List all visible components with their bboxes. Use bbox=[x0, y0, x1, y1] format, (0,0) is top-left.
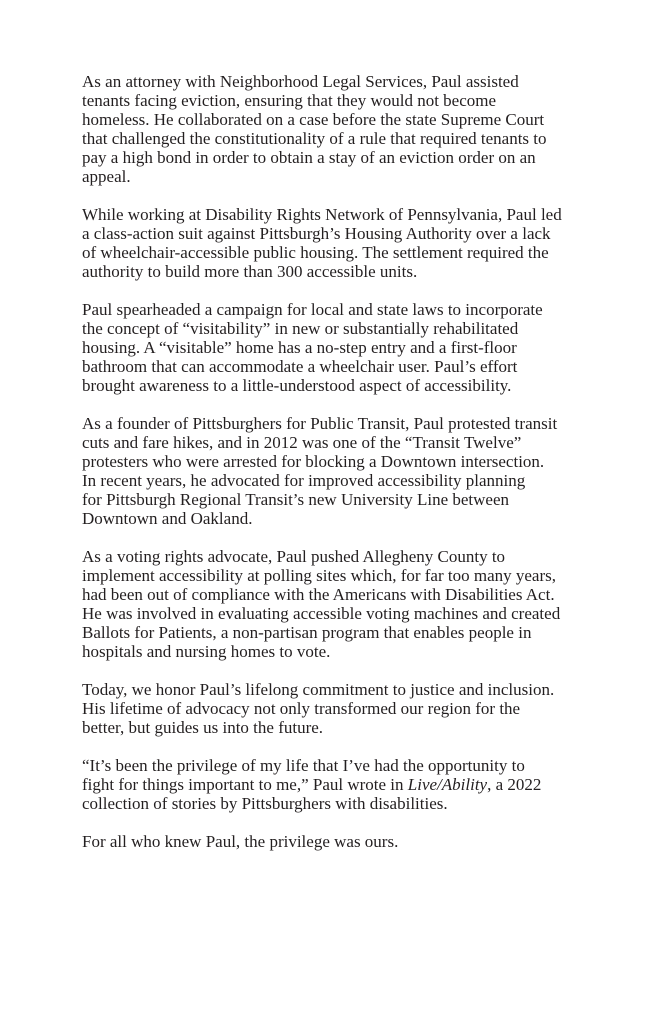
text-line bbox=[82, 775, 602, 794]
paragraph-voting-rights bbox=[82, 547, 602, 661]
text-line: Paul spearheaded a campaign for local and state laws to incorporate bbox=[82, 300, 543, 319]
text-line: He was involved in evaluating accessible voting machines and created bbox=[82, 604, 561, 623]
text-line: brought awareness to a little-understood aspect of accessibility. bbox=[82, 376, 512, 395]
text-line: In recent years, he advocated for improved accessibility planning bbox=[82, 471, 526, 490]
document-page bbox=[82, 72, 602, 870]
text-line: Downtown and Oakland. bbox=[82, 509, 253, 528]
text-line: of wheelchair-accessible public housing. The settlement required the bbox=[82, 243, 549, 262]
paragraph-public-transit bbox=[82, 414, 602, 528]
text-line: appeal. bbox=[82, 167, 131, 186]
text-line: Ballots for Patients, a non-partisan program that enables people in bbox=[82, 623, 532, 642]
paragraph-closing bbox=[82, 832, 602, 851]
text-line: cuts and fare hikes, and in 2012 was one of the “Transit Twelve” bbox=[82, 433, 522, 452]
text-line: tenants facing eviction, ensuring that they would not become bbox=[82, 91, 497, 110]
text-line: housing. A “visitable” home has a no-step entry and a first-floor bbox=[82, 338, 517, 357]
quote-text: , a 2022 bbox=[487, 775, 542, 794]
text-line: “It’s been the privilege of my life that I’ve had the opportunity to bbox=[82, 756, 525, 775]
text-line: for Pittsburgh Regional Transit’s new University Line between bbox=[82, 490, 510, 509]
text-line: hospitals and nursing homes to vote. bbox=[82, 642, 331, 661]
text-line: While working at Disability Rights Network of Pennsylvania, Paul led bbox=[82, 205, 562, 224]
book-title: Live/Ability bbox=[407, 775, 488, 794]
text-line: homeless. He collaborated on a case before the state Supreme Court bbox=[82, 110, 545, 129]
quote-text: fight for things important to me,” Paul wrote in bbox=[82, 775, 408, 794]
paragraph-legal-services bbox=[82, 72, 602, 186]
text-line: bathroom that can accommodate a wheelchair user. Paul’s effort bbox=[82, 357, 518, 376]
text-line: For all who knew Paul, the privilege was ours. bbox=[82, 832, 399, 851]
text-line: protesters who were arrested for blocking a Downtown intersection. bbox=[82, 452, 545, 471]
text-line: a class-action suit against Pittsburgh’s Housing Authority over a lack bbox=[82, 224, 551, 243]
paragraph-honor bbox=[82, 680, 602, 737]
paragraph-quote bbox=[82, 756, 602, 813]
text-line: As a voting rights advocate, Paul pushed Allegheny County to bbox=[82, 547, 506, 566]
text-line: had been out of compliance with the Americans with Disabilities Act. bbox=[82, 585, 555, 604]
text-line: His lifetime of advocacy not only transformed our region for the bbox=[82, 699, 521, 718]
text-line: Today, we honor Paul’s lifelong commitment to justice and inclusion. bbox=[82, 680, 555, 699]
text-line: that challenged the constitutionality of a rule that required tenants to bbox=[82, 129, 547, 148]
text-line: collection of stories by Pittsburghers with disabilities. bbox=[82, 794, 448, 813]
text-line: As a founder of Pittsburghers for Public Transit, Paul protested transit bbox=[82, 414, 558, 433]
text-line: As an attorney with Neighborhood Legal Services, Paul assisted bbox=[82, 72, 519, 91]
paragraph-visitability bbox=[82, 300, 602, 395]
paragraph-disability-rights bbox=[82, 205, 602, 281]
text-line: the concept of “visitability” in new or substantially rehabilitated bbox=[82, 319, 519, 338]
text-line: pay a high bond in order to obtain a stay of an eviction order on an bbox=[82, 148, 536, 167]
text-line: better, but guides us into the future. bbox=[82, 718, 324, 737]
text-line: implement accessibility at polling sites which, for far too many years, bbox=[82, 566, 556, 585]
text-line: authority to build more than 300 accessible units. bbox=[82, 262, 418, 281]
